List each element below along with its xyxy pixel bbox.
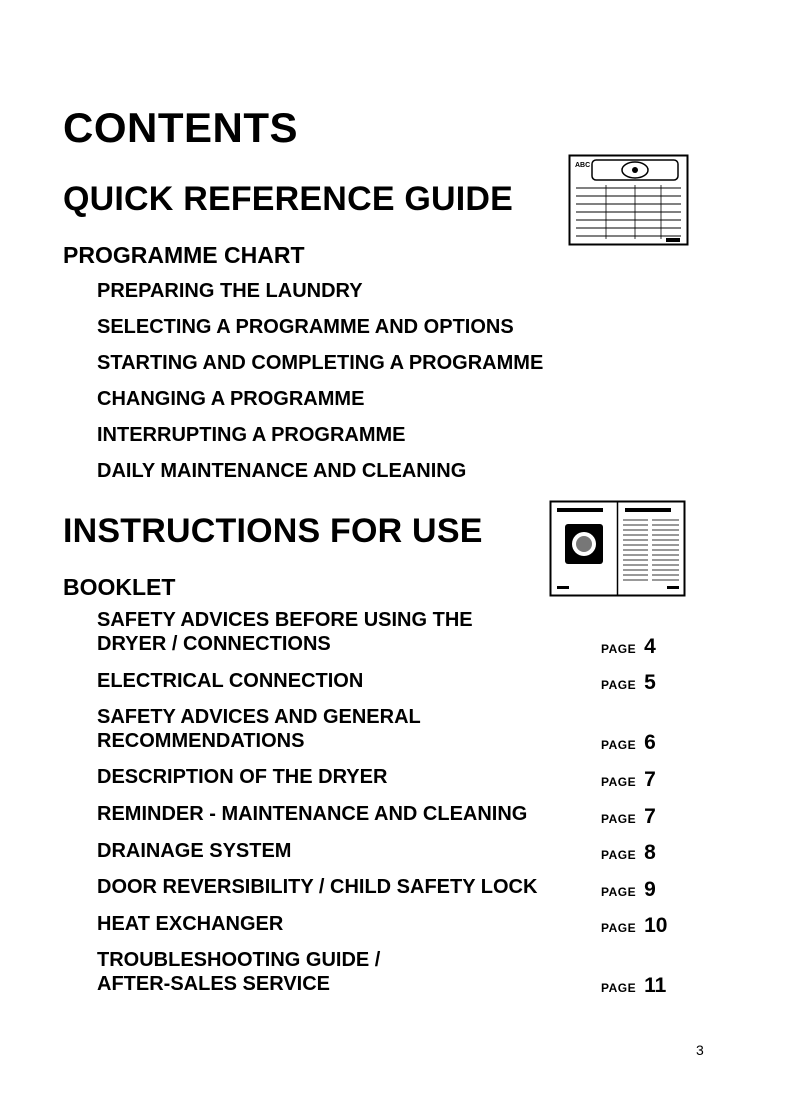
page-label: PAGE bbox=[601, 774, 637, 789]
toc-item-label bbox=[97, 766, 601, 790]
chart-panel-label: ABC bbox=[575, 162, 591, 169]
toc-page-ref bbox=[601, 672, 691, 693]
programme-chart-icon bbox=[568, 154, 689, 246]
toc-item-line: DRYER / CONNECTIONS bbox=[97, 632, 331, 655]
page-number: 7 bbox=[644, 767, 656, 791]
toc-row bbox=[97, 876, 691, 900]
toc-row bbox=[97, 766, 691, 790]
toc-item-line: TROUBLESHOOTING GUIDE / bbox=[97, 949, 381, 972]
page-label: PAGE bbox=[601, 981, 637, 996]
toc-item-line: HEAT EXCHANGER bbox=[97, 912, 284, 935]
toc-page-ref bbox=[601, 806, 691, 827]
page-label: PAGE bbox=[601, 811, 637, 826]
subheading-programme-chart: PROGRAMME CHART bbox=[63, 242, 305, 269]
toc-item-label bbox=[97, 609, 601, 656]
toc-item-label bbox=[97, 840, 601, 864]
page-label: PAGE bbox=[601, 848, 637, 863]
toc-page-ref bbox=[601, 879, 691, 900]
toc-item-line: ELECTRICAL CONNECTION bbox=[97, 669, 364, 692]
toc-item-line: AFTER-SALES SERVICE bbox=[97, 972, 330, 995]
toc-page-ref bbox=[601, 842, 691, 863]
toc-page-ref bbox=[601, 732, 691, 753]
section-heading-instructions: INSTRUCTIONS FOR USE bbox=[63, 512, 483, 551]
page-number: 11 bbox=[644, 974, 667, 998]
page-label: PAGE bbox=[601, 921, 637, 936]
subheading-booklet: BOOKLET bbox=[63, 574, 176, 601]
booklet-icon bbox=[549, 500, 686, 597]
page-number: 4 bbox=[644, 634, 656, 658]
folio-page-number: 3 bbox=[696, 1042, 704, 1058]
toc-page-ref bbox=[601, 636, 691, 657]
toc-item-line: DOOR REVERSIBILITY / CHILD SAFETY LOCK bbox=[97, 876, 538, 899]
page-label: PAGE bbox=[601, 738, 637, 753]
toc-item: SELECTING A PROGRAMME AND OPTIONS bbox=[97, 316, 514, 339]
toc-row bbox=[97, 949, 691, 996]
toc-item: PREPARING THE LAUNDRY bbox=[97, 280, 363, 303]
toc-item-line: REMINDER - MAINTENANCE AND CLEANING bbox=[97, 802, 528, 825]
toc-item-label bbox=[97, 949, 601, 996]
toc-item-line: RECOMMENDATIONS bbox=[97, 729, 305, 752]
booklet-toc-list bbox=[63, 609, 739, 996]
page-number: 5 bbox=[644, 671, 656, 695]
toc-item: INTERRUPTING A PROGRAMME bbox=[97, 424, 406, 447]
page-number: 8 bbox=[644, 841, 656, 865]
toc-row bbox=[97, 913, 691, 937]
toc-item-line: DESCRIPTION OF THE DRYER bbox=[97, 766, 388, 789]
toc-item: DAILY MAINTENANCE AND CLEANING bbox=[97, 460, 467, 483]
page-number: 9 bbox=[644, 877, 656, 901]
page-number: 6 bbox=[644, 731, 656, 755]
section-heading-quick-reference: QUICK REFERENCE GUIDE bbox=[63, 180, 514, 218]
toc-item-line: SAFETY ADVICES BEFORE USING THE bbox=[97, 609, 473, 632]
toc-item-line: SAFETY ADVICES AND GENERAL bbox=[97, 706, 421, 729]
toc-row bbox=[97, 840, 691, 864]
toc-item: STARTING AND COMPLETING A PROGRAMME bbox=[97, 352, 544, 375]
page-label: PAGE bbox=[601, 641, 637, 656]
toc-row bbox=[97, 803, 691, 827]
toc-item-label bbox=[97, 803, 601, 827]
toc-item-label bbox=[97, 876, 601, 900]
toc-row bbox=[97, 670, 691, 694]
page-label: PAGE bbox=[601, 884, 637, 899]
toc-row bbox=[97, 609, 691, 656]
toc-item-label bbox=[97, 706, 601, 753]
page-number: 10 bbox=[644, 914, 668, 938]
toc-item-line: DRAINAGE SYSTEM bbox=[97, 839, 292, 862]
toc-item-label bbox=[97, 913, 601, 937]
toc-row bbox=[97, 706, 691, 753]
page-label: PAGE bbox=[601, 678, 637, 693]
toc-item-label bbox=[97, 670, 601, 694]
toc-page-ref bbox=[601, 915, 691, 936]
toc-item: CHANGING A PROGRAMME bbox=[97, 388, 365, 411]
toc-page-ref bbox=[601, 975, 691, 996]
quick-reference-list bbox=[63, 281, 739, 481]
toc-page-ref bbox=[601, 769, 691, 790]
page-number: 7 bbox=[644, 804, 656, 828]
knob-icon bbox=[632, 167, 638, 173]
page-title: CONTENTS bbox=[63, 104, 298, 151]
